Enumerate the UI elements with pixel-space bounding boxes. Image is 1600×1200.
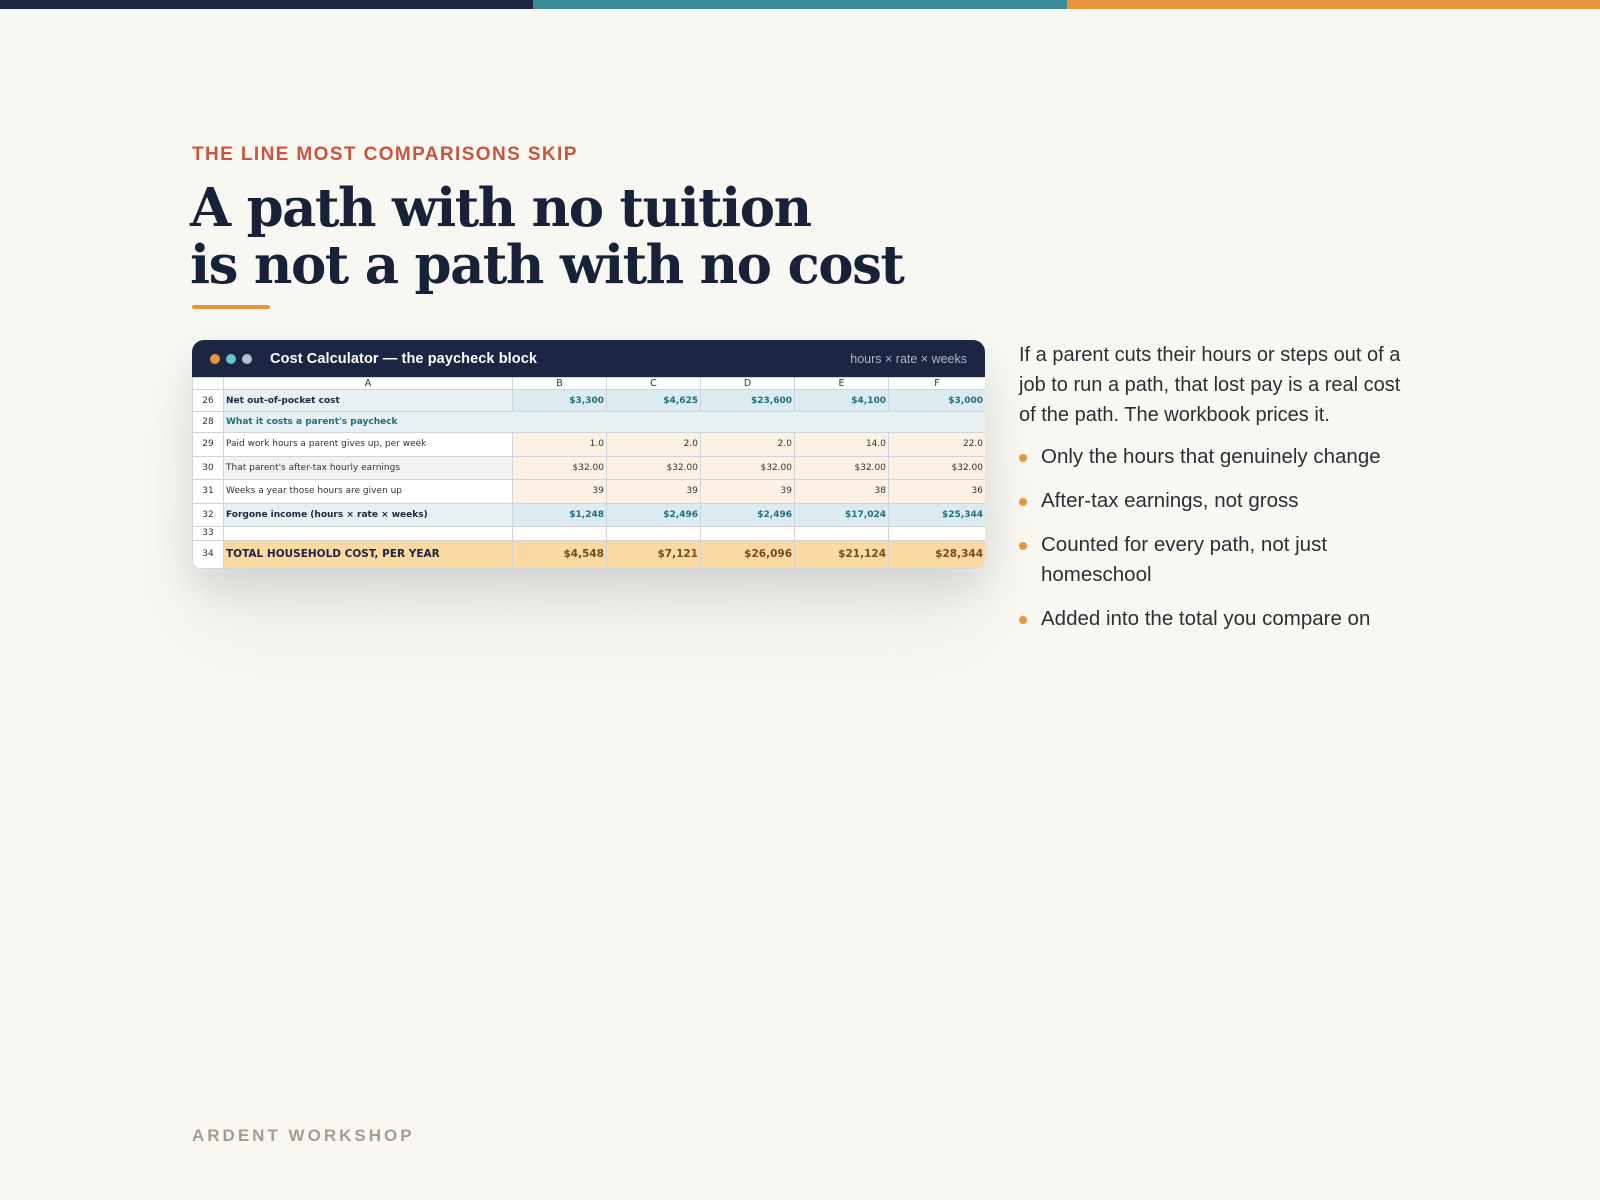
bullet-dot-icon — [1019, 454, 1027, 462]
list-item — [1019, 530, 1419, 590]
bullet-text: Counted for every path, not just homeschool — [1041, 533, 1328, 586]
column-header[interactable]: A — [224, 378, 513, 390]
cell[interactable]: $3,000 — [889, 390, 986, 412]
section-heading-cell[interactable]: What it costs a parent's paycheck — [224, 412, 986, 433]
total-cell[interactable]: $28,344 — [889, 540, 986, 568]
headline-line-1: A path with no tuition — [190, 177, 811, 239]
total-cell[interactable]: $7,121 — [607, 540, 701, 568]
eyebrow-label: THE LINE MOST COMPARISONS SKIP — [192, 144, 578, 165]
row-number[interactable]: 30 — [193, 456, 224, 480]
input-cell[interactable]: 36 — [889, 480, 986, 504]
row-label[interactable]: Forgone income (hours × rate × weeks) — [224, 503, 513, 526]
row-label[interactable]: TOTAL HOUSEHOLD COST, PER YEAR — [224, 540, 513, 568]
input-cell[interactable]: 39 — [513, 480, 607, 504]
row-number[interactable]: 34 — [193, 540, 224, 568]
column-header[interactable]: F — [889, 378, 986, 390]
top-bar-teal — [533, 0, 1066, 9]
headline — [190, 177, 950, 296]
column-header[interactable]: C — [607, 378, 701, 390]
row-number[interactable]: 33 — [193, 526, 224, 540]
cell[interactable]: $1,248 — [513, 503, 607, 526]
total-cell[interactable]: $21,124 — [795, 540, 889, 568]
cell[interactable]: $4,625 — [607, 390, 701, 412]
input-cell[interactable]: 39 — [607, 480, 701, 504]
table-row — [193, 503, 986, 526]
footer-brand: ARDENT WORKSHOP — [192, 1126, 415, 1145]
bullet-text: Added into the total you compare on — [1041, 607, 1371, 630]
table-row — [193, 456, 986, 480]
row-number[interactable]: 32 — [193, 503, 224, 526]
table-row — [193, 526, 986, 540]
list-item — [1019, 486, 1419, 516]
row-label[interactable]: Net out-of-pocket cost — [224, 390, 513, 412]
table-row — [193, 540, 986, 568]
explanation-paragraph: If a parent cuts their hours or steps out of a job to run a path, that lost pay is a real cost of the path. The workbook prices it. — [1019, 344, 1401, 426]
input-cell[interactable]: 1.0 — [513, 433, 607, 457]
corner-cell — [193, 378, 224, 390]
row-number[interactable]: 26 — [193, 390, 224, 412]
window-titlebar — [192, 340, 985, 377]
cell[interactable]: $23,600 — [701, 390, 795, 412]
spreadsheet-window — [192, 340, 985, 569]
input-cell[interactable]: 2.0 — [701, 433, 795, 457]
spreadsheet-grid — [192, 377, 985, 569]
empty-cell[interactable] — [607, 526, 701, 540]
total-cell[interactable]: $4,548 — [513, 540, 607, 568]
bullet-dot-icon — [1019, 616, 1027, 624]
row-number[interactable]: 29 — [193, 433, 224, 457]
input-cell[interactable]: 2.0 — [607, 433, 701, 457]
table-row — [193, 412, 986, 433]
top-bar-orange — [1067, 0, 1600, 9]
column-header-row — [193, 378, 986, 390]
headline-underline — [192, 305, 270, 309]
cell[interactable]: $3,300 — [513, 390, 607, 412]
input-cell[interactable]: $32.00 — [701, 456, 795, 480]
cell[interactable]: $25,344 — [889, 503, 986, 526]
row-number[interactable]: 31 — [193, 480, 224, 504]
cell[interactable]: $2,496 — [701, 503, 795, 526]
top-color-bar — [0, 0, 1600, 9]
input-cell[interactable]: $32.00 — [795, 456, 889, 480]
cell[interactable]: $17,024 — [795, 503, 889, 526]
table-row — [193, 390, 986, 412]
maximize-dot-icon[interactable] — [242, 354, 252, 364]
empty-cell[interactable] — [889, 526, 986, 540]
empty-cell[interactable] — [701, 526, 795, 540]
input-cell[interactable]: 38 — [795, 480, 889, 504]
input-cell[interactable]: 22.0 — [889, 433, 986, 457]
row-label[interactable]: Weeks a year those hours are given up — [224, 480, 513, 504]
minimize-dot-icon[interactable] — [226, 354, 236, 364]
close-dot-icon[interactable] — [210, 354, 220, 364]
table-row — [193, 480, 986, 504]
cell[interactable]: $4,100 — [795, 390, 889, 412]
input-cell[interactable]: $32.00 — [889, 456, 986, 480]
cell[interactable]: $2,496 — [607, 503, 701, 526]
row-number[interactable]: 28 — [193, 412, 224, 433]
row-label[interactable]: That parent's after-tax hourly earnings — [224, 456, 513, 480]
input-cell[interactable]: $32.00 — [513, 456, 607, 480]
empty-cell[interactable] — [513, 526, 607, 540]
explanation-column — [1019, 340, 1419, 648]
row-label[interactable]: Paid work hours a parent gives up, per week — [224, 433, 513, 457]
top-bar-navy — [0, 0, 533, 9]
input-cell[interactable]: 14.0 — [795, 433, 889, 457]
bullet-text: After-tax earnings, not gross — [1041, 489, 1299, 512]
bullet-dot-icon — [1019, 498, 1027, 506]
bullet-text: Only the hours that genuinely change — [1041, 445, 1381, 468]
table-row — [193, 433, 986, 457]
window-title: Cost Calculator — the paycheck block — [270, 350, 538, 367]
column-header[interactable]: D — [701, 378, 795, 390]
list-item — [1019, 442, 1419, 472]
column-header[interactable]: E — [795, 378, 889, 390]
empty-cell[interactable] — [795, 526, 889, 540]
headline-line-2: is not a path with no cost — [190, 234, 904, 296]
total-cell[interactable]: $26,096 — [701, 540, 795, 568]
column-header[interactable]: B — [513, 378, 607, 390]
window-formula-hint: hours × rate × weeks — [850, 351, 967, 366]
empty-cell[interactable] — [224, 526, 513, 540]
bullet-list — [1019, 442, 1419, 634]
input-cell[interactable]: 39 — [701, 480, 795, 504]
bullet-dot-icon — [1019, 542, 1027, 550]
list-item — [1019, 604, 1419, 634]
input-cell[interactable]: $32.00 — [607, 456, 701, 480]
